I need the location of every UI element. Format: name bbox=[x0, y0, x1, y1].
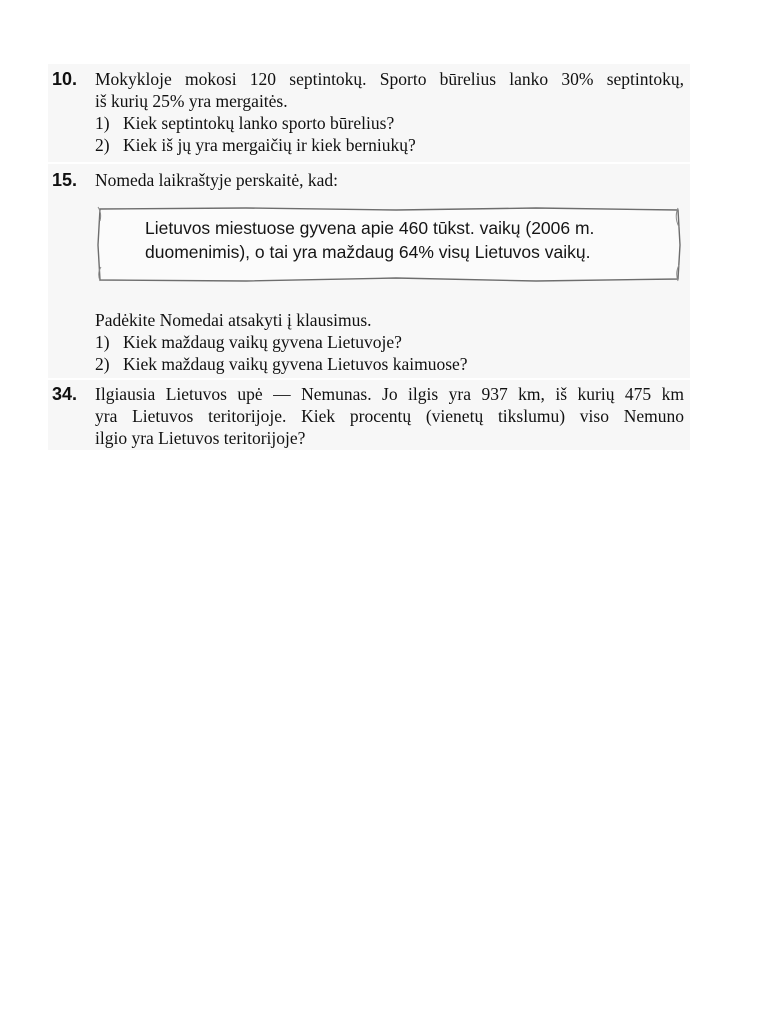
clipping-line: Lietuvos miestuose gyvena apie 460 tūkst. vaikų (2006 m. bbox=[145, 218, 595, 238]
problem-text-line: yra Lietuvos teritorijoje. Kiek procentų (vienetų tikslumu) viso Nemuno bbox=[95, 406, 684, 426]
divider bbox=[48, 162, 690, 164]
question-text: Kiek iš jų yra mergaičių ir kiek berniukų? bbox=[123, 135, 416, 155]
problem-number: 34. bbox=[52, 384, 78, 404]
clipping-line: duomenimis), o tai yra maždaug 64% visų Lietuvos vaikų. bbox=[145, 242, 591, 262]
problem-prompt: Padėkite Nomedai atsakyti į klausimus. bbox=[95, 310, 372, 330]
divider bbox=[48, 378, 690, 380]
problem-body bbox=[95, 68, 684, 156]
problem-body bbox=[95, 309, 684, 375]
question-marker: 1) bbox=[95, 113, 110, 133]
question-item bbox=[95, 112, 684, 134]
exercise-sheet bbox=[48, 64, 690, 450]
question-marker: 1) bbox=[95, 332, 110, 352]
problem-text-line: Mokykloje mokosi 120 septintokų. Sporto būrelius lanko 30% septintokų, bbox=[95, 69, 684, 89]
question-text: Kiek septintokų lanko sporto būrelius? bbox=[123, 113, 395, 133]
problem-body bbox=[95, 169, 684, 191]
question-item bbox=[95, 331, 684, 353]
clipping-text bbox=[145, 216, 665, 264]
newspaper-clipping bbox=[96, 205, 682, 283]
question-text: Kiek maždaug vaikų gyvena Lietuvos kaimuose? bbox=[123, 354, 468, 374]
problem-text-line: ilgio yra Lietuvos teritorijoje? bbox=[95, 428, 306, 448]
question-item bbox=[95, 353, 684, 375]
problem-text-line: Ilgiausia Lietuvos upė — Nemunas. Jo ilgis yra 937 km, iš kurių 475 km bbox=[95, 384, 684, 404]
problem-number: 10. bbox=[52, 69, 78, 89]
question-marker: 2) bbox=[95, 354, 110, 374]
problem-text-line: iš kurių 25% yra mergaitės. bbox=[95, 91, 288, 111]
problem-number: 15. bbox=[52, 170, 78, 190]
problem-intro: Nomeda laikraštyje perskaitė, kad: bbox=[95, 170, 338, 190]
question-item bbox=[95, 134, 684, 156]
problem-body bbox=[95, 383, 684, 449]
question-marker: 2) bbox=[95, 135, 110, 155]
question-text: Kiek maždaug vaikų gyvena Lietuvoje? bbox=[123, 332, 402, 352]
